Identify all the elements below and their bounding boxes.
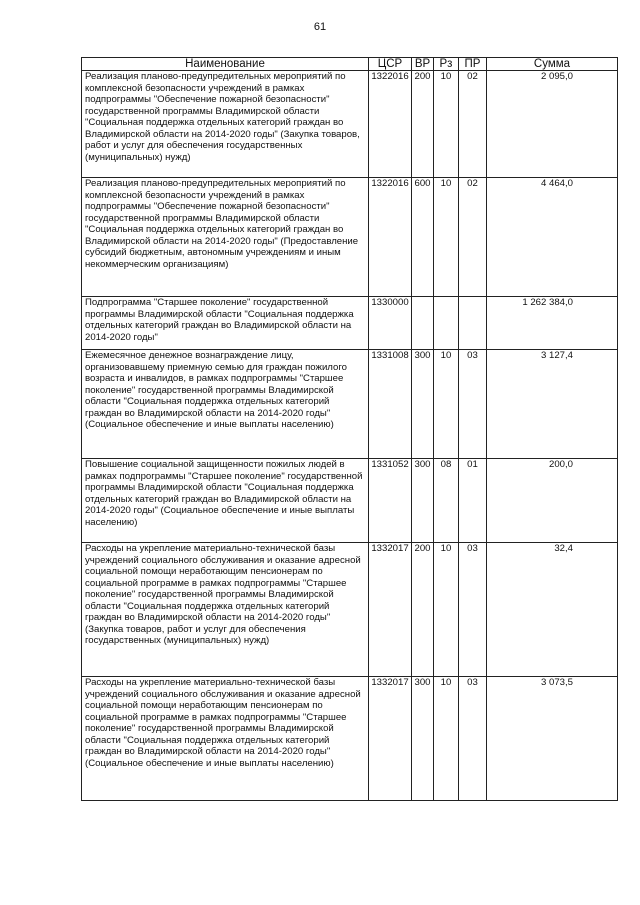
cell-pr: 03	[459, 677, 487, 801]
cell-rz: 10	[434, 71, 459, 178]
cell-sum: 3 073,5	[487, 677, 618, 801]
cell-csr: 1332017	[369, 677, 412, 801]
cell-name: Расходы на укрепление материально-технической базы учреждений социального обслуживания и оказание адресной социальной помощи неработающим пенсионерам по социальной программе в рамках подпрограммы "Старшее поколение" государственной программы Владимирской области "Социальная поддержка отдельных категорий граждан во Владимирской области на 2014-2020 годы" (Закупка товаров, работ и услуг для обеспечения государственных (муниципальных) нужд)	[82, 543, 369, 677]
cell-pr: 02	[459, 178, 487, 297]
cell-sum: 1 262 384,0	[487, 297, 618, 350]
table-row	[82, 297, 618, 350]
cell-rz: 10	[434, 543, 459, 677]
cell-csr: 1330000	[369, 297, 412, 350]
header-pr: ПР	[459, 58, 487, 71]
cell-name: Реализация планово-предупредительных мероприятий по комплексной безопасности учреждений в рамках подпрограммы "Обеспечение пожарной безопасности" государственной программы Владимирской области "Социальная поддержка отдельных категорий граждан во Владимирской области на 2014-2020 годы" (Закупка товаров, работ и услуг для обеспечения государственных (муниципальных) нужд)	[82, 71, 369, 178]
table-row	[82, 178, 618, 297]
cell-pr: 02	[459, 71, 487, 178]
header-row	[82, 58, 618, 71]
cell-rz	[434, 297, 459, 350]
cell-pr	[459, 297, 487, 350]
cell-vr: 200	[412, 71, 434, 178]
cell-pr: 01	[459, 459, 487, 543]
cell-name: Ежемесячное денежное вознаграждение лицу, организовавшему приемную семью для граждан пожилого возраста и инвалидов, в рамках подпрограммы "Старшее поколение" государственной программы Владимирской области "Социальная поддержка отдельных категорий граждан во Владимирской области на 2014-2020 годы" (Социальное обеспечение и иные выплаты населению)	[82, 350, 369, 459]
cell-sum: 4 464,0	[487, 178, 618, 297]
header-csr: ЦСР	[369, 58, 412, 71]
cell-rz: 10	[434, 677, 459, 801]
header-vr: ВР	[412, 58, 434, 71]
cell-vr	[412, 297, 434, 350]
cell-csr: 1322016	[369, 71, 412, 178]
table-row	[82, 71, 618, 178]
cell-sum: 2 095,0	[487, 71, 618, 178]
cell-pr: 03	[459, 350, 487, 459]
cell-name: Реализация планово-предупредительных мероприятий по комплексной безопасности учреждений в рамках подпрограммы "Обеспечение пожарной безопасности" государственной программы Владимирской области "Социальная поддержка отдельных категорий граждан во Владимирской области на 2014-2020 годы" (Предоставление субсидий бюджетным, автономным учреждениям и иным некоммерческим организациям)	[82, 178, 369, 297]
header-rz: Рз	[434, 58, 459, 71]
page-number: 61	[313, 21, 327, 33]
header-sum: Сумма	[487, 58, 618, 71]
cell-vr: 300	[412, 459, 434, 543]
cell-csr: 1322016	[369, 178, 412, 297]
budget-table	[81, 57, 618, 801]
cell-rz: 08	[434, 459, 459, 543]
table-row	[82, 677, 618, 801]
cell-sum: 32,4	[487, 543, 618, 677]
cell-csr: 1331008	[369, 350, 412, 459]
cell-vr: 600	[412, 178, 434, 297]
cell-name: Подпрограмма "Старшее поколение" государственной программы Владимирской области "Социальная поддержка отдельных категорий граждан во Владимирской области на 2014-2020 годы"	[82, 297, 369, 350]
cell-sum: 3 127,4	[487, 350, 618, 459]
header-name: Наименование	[82, 58, 369, 71]
cell-vr: 300	[412, 677, 434, 801]
table-row	[82, 350, 618, 459]
table-row	[82, 459, 618, 543]
cell-csr: 1332017	[369, 543, 412, 677]
cell-name: Повышение социальной защищенности пожилых людей в рамках подпрограммы "Старшее поколение" государственной программы Владимирской области "Социальная поддержка отдельных категорий граждан во Владимирской области на 2014-2020 годы" (Социальное обеспечение и иные выплаты населению)	[82, 459, 369, 543]
cell-rz: 10	[434, 350, 459, 459]
cell-pr: 03	[459, 543, 487, 677]
cell-vr: 300	[412, 350, 434, 459]
cell-sum: 200,0	[487, 459, 618, 543]
cell-rz: 10	[434, 178, 459, 297]
table-row	[82, 543, 618, 677]
cell-vr: 200	[412, 543, 434, 677]
cell-name: Расходы на укрепление материально-технической базы учреждений социального обслуживания и оказание адресной социальной помощи неработающим пенсионерам по социальной программе в рамках подпрограммы "Старшее поколение" государственной программы Владимирской области "Социальная поддержка отдельных категорий граждан во Владимирской области на 2014-2020 годы" (Социальное обеспечение и иные выплаты населению)	[82, 677, 369, 801]
cell-csr: 1331052	[369, 459, 412, 543]
